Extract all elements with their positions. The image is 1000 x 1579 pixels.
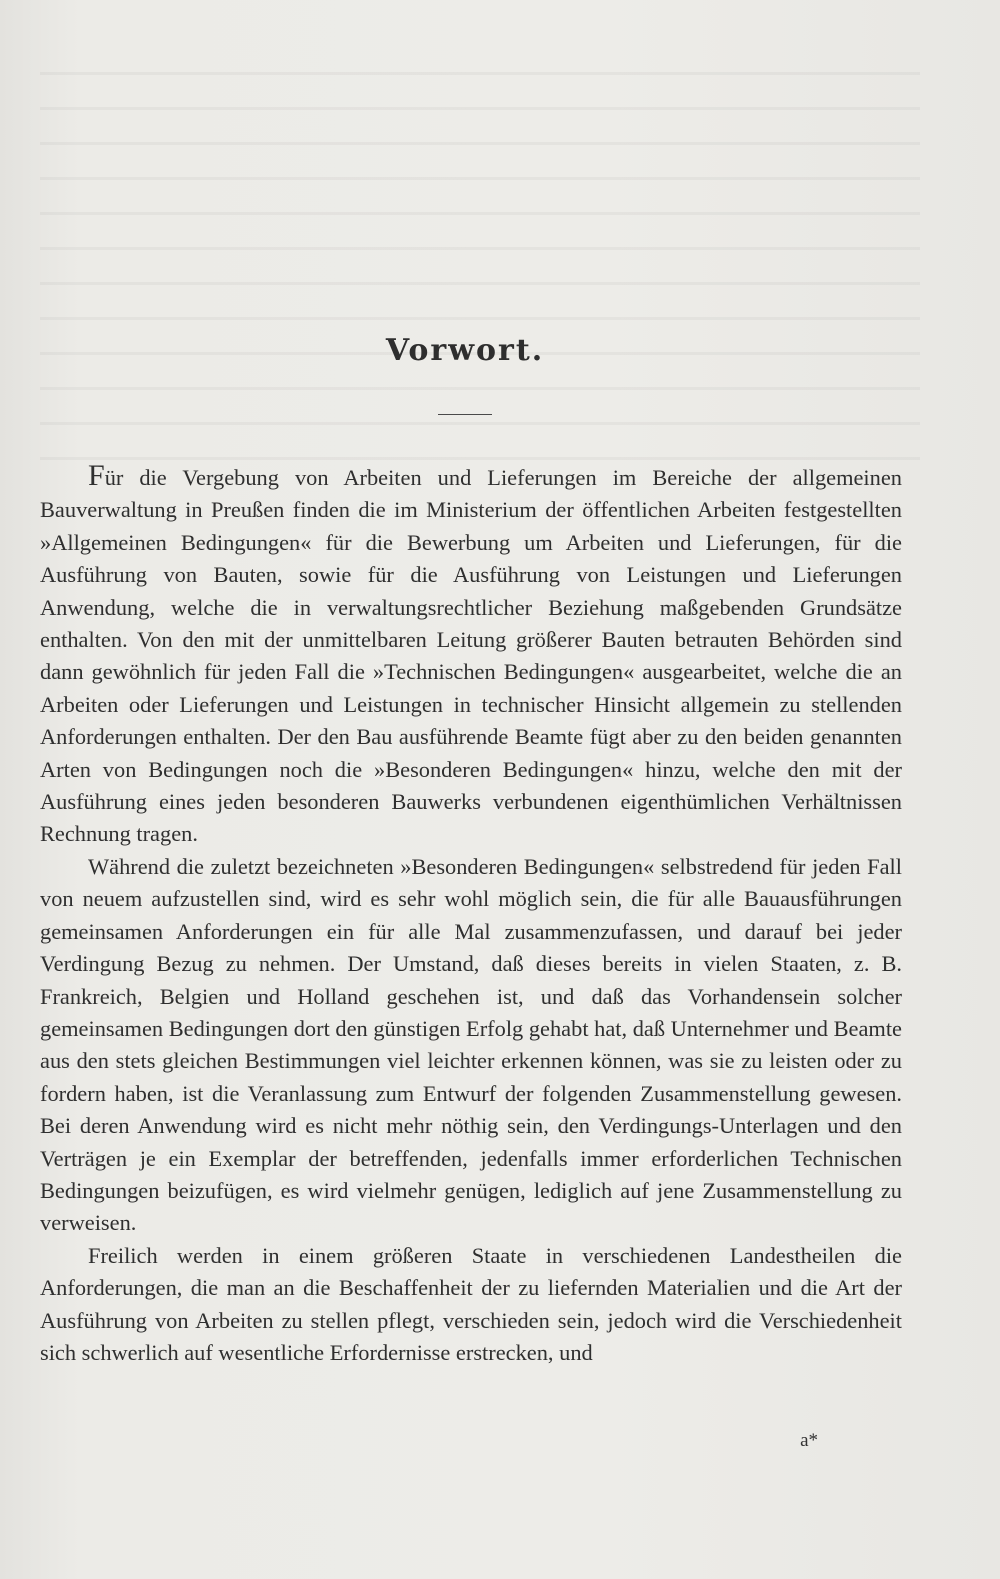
body-text (40, 460, 902, 1369)
page-title: Vorwort. (385, 333, 545, 368)
initial-letter: F (88, 459, 105, 492)
paragraph-1 (40, 460, 902, 851)
show-through-shading (40, 50, 920, 470)
paragraph-1-text: ür die Vergebung von Arbeiten und Lieferungen im Bereiche der allgemeinen Bauverwaltung in Preußen finden die im Ministerium der öffentlichen Arbeiten festgestellten »Allgemeinen Bedingungen« für die Bewerbung um Arbeiten und Lieferungen, für die Ausführung von Bauten, sowie für die Ausführung von Leistungen und Lieferungen Anwendung, welche die in verwaltungsrechtlicher Beziehung maßgebenden Grundsätze enthalten. Von den mit der unmittelbaren Leitung größerer Bauten betrauten Behörden sind dann gewöhnlich für jeden Fall die »Technischen Bedingungen« ausgearbeitet, welche die an Arbeiten oder Lieferungen und Leistungen in technischer Hinsicht allgemein zu stellenden Anforderungen enthalten. Der den Bau ausführende Beamte fügt aber zu den beiden genannten Arten von Bedingungen noch die »Besonderen Bedingungen« hinzu, welche den mit der Ausführung eines jeden besonderen Bauwerks verbundenen eigenthümlichen Verhältnissen Rechnung tragen. (40, 465, 902, 847)
paragraph-2: Während die zuletzt bezeichneten »Besonderen Bedingungen« selbstredend für jeden Fall von neuem aufzustellen sind, wird es sehr wohl möglich sein, die für alle Bauausführungen gemeinsamen Anforderungen ein für alle Mal zusammenzufassen, und darauf bei jeder Verdingung Bezug zu nehmen. Der Umstand, daß dieses bereits in vielen Staaten, z. B. Frankreich, Belgien und Holland geschehen ist, und daß das Vorhandensein solcher gemeinsamen Bedingungen dort den günstigen Erfolg gehabt hat, daß Unternehmer und Beamte aus den stets gleichen Bestimmungen viel leichter erkennen können, was sie zu leisten oder zu fordern haben, ist die Veranlassung zum Entwurf der folgenden Zusammenstellung gewesen. Bei deren Anwendung wird es nicht mehr nöthig sein, den Verdingungs-Unterlagen und den Verträgen je ein Exemplar der betreffenden, jedenfalls immer erforderlichen Technischen Bedingungen beizufügen, es wird vielmehr genügen, lediglich auf jene Zusammenstellung zu verweisen. (40, 853, 902, 1236)
signature-mark: a* (800, 1430, 818, 1451)
paragraph-3: Freilich werden in einem größeren Staate in verschiedenen Landestheilen die Anforderungen, die man an die Beschaffenheit der zu liefernden Materialien und die Art der Ausführung von Arbeiten zu stellen pflegt, verschieden sein, jedoch wird die Verschiedenheit sich schwerlich auf wesentliche Erfordernisse erstrecken, und (40, 1242, 902, 1365)
title-divider (438, 414, 492, 415)
